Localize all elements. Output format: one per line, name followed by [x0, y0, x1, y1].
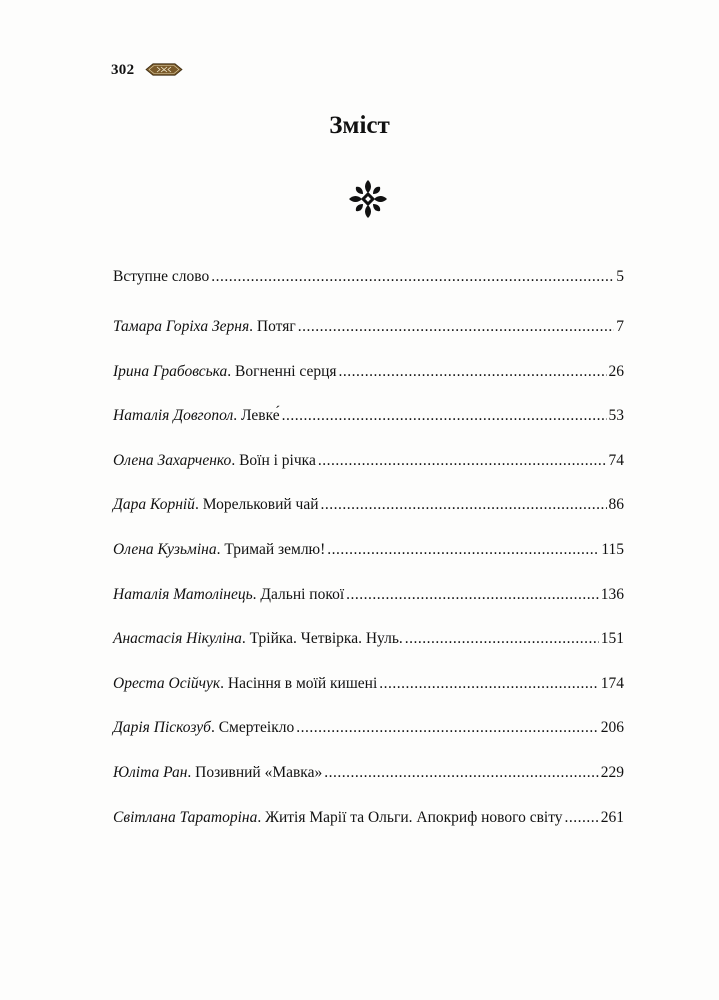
toc-title: Смертеікло	[218, 719, 295, 737]
toc-title: Житія Марії та Ольги. Апокриф нового світу	[265, 808, 563, 826]
toc-separator: .	[231, 451, 240, 469]
toc-author: Світлана Тараторіна	[113, 808, 258, 826]
header-ornament-icon	[145, 63, 183, 76]
toc-entry[interactable]	[113, 764, 624, 809]
toc-separator: .	[216, 540, 225, 558]
toc-author: Юліта Ран	[113, 763, 188, 781]
toc-title: Дальні покої	[260, 585, 345, 603]
toc-entry[interactable]	[113, 452, 624, 497]
toc-title: Морельковий чай	[202, 496, 319, 514]
toc-title: Позивний «Мавка»	[195, 763, 323, 781]
toc-page: 136	[600, 585, 624, 603]
toc-separator: .	[210, 719, 219, 737]
toc-entry[interactable]	[113, 363, 624, 408]
toc-entry[interactable]	[113, 719, 624, 764]
toc-title: Потяг	[256, 318, 296, 335]
toc-author: Наталія Матолінець	[113, 585, 253, 603]
toc-page: 229	[600, 763, 624, 781]
toc-entry[interactable]	[113, 541, 624, 586]
toc-page: 5	[616, 268, 624, 285]
dot-leader	[282, 407, 607, 425]
toc-page: 7	[616, 318, 624, 335]
toc-author: Анастасія Нікуліна	[113, 630, 242, 648]
toc-page: 86	[608, 496, 624, 514]
toc-entry[interactable]	[113, 407, 624, 452]
table-of-contents	[113, 268, 624, 853]
dot-leader	[405, 630, 599, 648]
toc-author: Ореста Осійчук	[113, 674, 221, 692]
toc-page: 115	[601, 540, 624, 558]
toc-title: Тримай землю!	[224, 540, 326, 558]
toc-page: 53	[608, 407, 624, 425]
toc-entry[interactable]	[113, 675, 624, 720]
toc-separator: .	[220, 674, 228, 692]
toc-title: Насіння в моїй кишені	[227, 674, 378, 692]
toc-author: Дарія Піскозуб	[113, 719, 211, 737]
toc-author: Олена Кузьміна	[113, 540, 217, 558]
toc-entry[interactable]	[113, 496, 624, 541]
toc-separator: .	[187, 763, 196, 781]
toc-page: 206	[600, 719, 624, 737]
toc-separator: .	[227, 362, 236, 380]
dot-leader	[296, 719, 598, 737]
toc-separator: .	[252, 585, 261, 603]
toc-author: Тамара Горіха Зерня	[113, 318, 250, 335]
toc-title: Трійка. Четвірка. Нуль.	[249, 630, 403, 648]
dot-leader	[346, 586, 599, 604]
toc-title: Вогненні серця	[235, 362, 337, 380]
toc-separator: .	[257, 808, 266, 826]
toc-title: Воїн і річка	[239, 451, 316, 469]
toc-separator: .	[194, 496, 203, 514]
dot-leader	[298, 318, 615, 336]
toc-page: 174	[600, 674, 624, 692]
dot-leader	[324, 764, 599, 782]
toc-page: 261	[600, 808, 624, 826]
flower-ornament-icon	[347, 178, 389, 220]
dot-leader	[339, 363, 607, 381]
toc-page: 26	[608, 362, 624, 380]
toc-separator: .	[233, 407, 241, 425]
toc-author: Ірина Грабовська	[113, 362, 228, 380]
toc-entry[interactable]	[113, 268, 624, 318]
page-title: Зміст	[329, 112, 390, 139]
dot-leader	[318, 452, 607, 470]
toc-title: Левке́	[240, 407, 280, 425]
toc-entry[interactable]	[113, 318, 624, 363]
toc-title: Вступне слово	[113, 268, 210, 285]
toc-separator: .	[241, 630, 250, 648]
dot-leader	[379, 675, 599, 693]
toc-entry[interactable]	[113, 586, 624, 631]
toc-page: 151	[600, 630, 624, 648]
toc-page: 74	[608, 451, 624, 469]
page-number: 302	[111, 62, 135, 78]
dot-leader	[211, 268, 614, 286]
toc-author: Олена Захарченко	[113, 451, 232, 469]
toc-author: Наталія Довгопол	[113, 407, 234, 425]
dot-leader	[321, 496, 607, 514]
toc-author: Дара Корній	[113, 496, 195, 514]
dot-leader	[327, 541, 599, 559]
dot-leader	[565, 809, 599, 827]
toc-entry[interactable]	[113, 809, 624, 854]
toc-entry[interactable]	[113, 630, 624, 675]
toc-separator: .	[249, 318, 257, 335]
